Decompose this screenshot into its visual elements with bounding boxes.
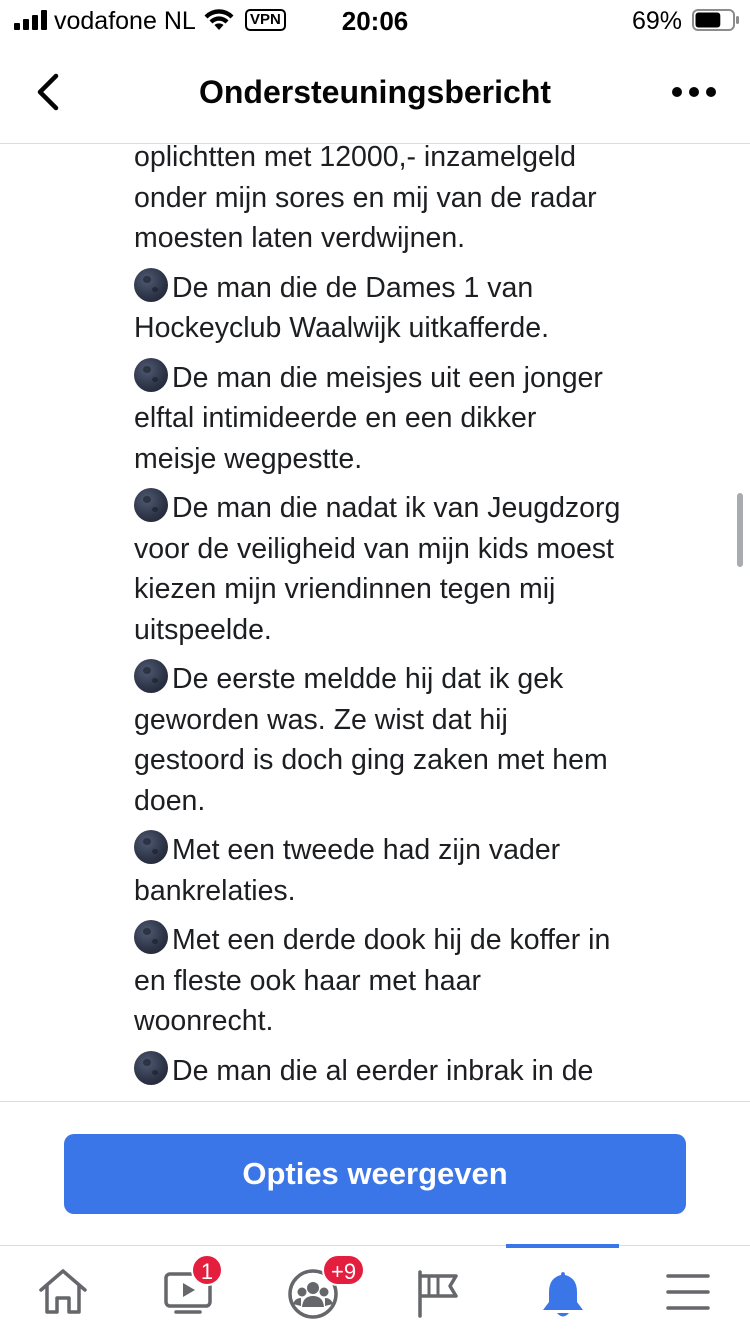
watch-badge: 1 xyxy=(191,1254,223,1286)
status-bar xyxy=(0,0,750,44)
post-paragraph xyxy=(134,268,674,349)
menu-icon xyxy=(662,1268,714,1316)
post-line-text: De man die meisjes uit een jonger xyxy=(172,361,603,394)
post-line xyxy=(134,439,674,480)
post-line xyxy=(134,871,674,912)
post-line-text: gestoord is doch ging zaken met hem xyxy=(134,744,608,776)
post-line xyxy=(134,659,674,700)
post-line-text: doen. xyxy=(134,784,206,817)
post-line-text: Met een derde dook hij de koffer in xyxy=(172,924,611,956)
post-line-text: kiezen mijn vriendinnen tegen mij xyxy=(134,573,556,605)
show-options-button[interactable]: Opties weergeven xyxy=(64,1134,686,1214)
post-line xyxy=(134,178,674,219)
post-line-text: moesten laten verdwijnen. xyxy=(134,222,466,254)
post-line-text: Hockeyclub Waalwijk uitkafferde. xyxy=(134,312,550,344)
tab-groups[interactable] xyxy=(250,1246,375,1334)
post-paragraph xyxy=(134,358,674,480)
post-content xyxy=(0,145,750,1100)
post-text xyxy=(134,145,674,1100)
post-line xyxy=(134,961,674,1002)
tab-watch[interactable] xyxy=(125,1246,250,1334)
new-moon-emoji-icon xyxy=(134,488,168,522)
post-line-text: De man die nadat ik van Jeugdzorg xyxy=(172,492,621,524)
post-line xyxy=(134,610,674,651)
tab-menu[interactable] xyxy=(625,1246,750,1334)
battery-fill xyxy=(696,13,721,28)
new-moon-emoji-icon xyxy=(134,358,168,392)
tab-bar xyxy=(0,1245,750,1334)
post-line xyxy=(134,1001,674,1042)
navigation-header xyxy=(0,44,750,144)
post-line xyxy=(134,740,674,781)
post-line xyxy=(134,308,674,349)
post-line-text: De eerste meldde hij dat ik gek xyxy=(172,663,564,695)
post-line xyxy=(134,569,674,610)
home-icon xyxy=(37,1268,89,1316)
post-line xyxy=(134,700,674,741)
new-moon-emoji-icon xyxy=(134,659,168,693)
post-line-text: voor de veiligheid van mijn kids moest xyxy=(134,532,614,565)
post-line xyxy=(134,920,674,961)
more-options-button[interactable] xyxy=(664,74,724,110)
vpn-badge: VPN xyxy=(245,9,286,31)
post-line xyxy=(134,529,674,570)
divider xyxy=(0,1101,750,1102)
post-paragraph xyxy=(134,488,674,650)
new-moon-emoji-icon xyxy=(134,830,168,864)
scrollbar[interactable] xyxy=(737,493,743,567)
new-moon-emoji-icon xyxy=(134,268,168,302)
battery-icon xyxy=(692,9,740,31)
post-line xyxy=(134,358,674,399)
post-paragraph xyxy=(134,145,674,259)
post-line-text: Met een tweede had zijn vader xyxy=(172,834,561,866)
post-line-text: woonrecht. xyxy=(134,1005,274,1037)
new-moon-emoji-icon xyxy=(134,1051,168,1085)
post-line xyxy=(134,145,674,178)
post-line xyxy=(134,398,674,439)
wifi-icon xyxy=(204,9,234,31)
post-line xyxy=(134,830,674,871)
post-line-text: elftal intimideerde en een dikker xyxy=(134,402,537,434)
post-line xyxy=(134,268,674,309)
post-line-text: oplichtten met 12000,- inzamelgeld xyxy=(134,145,577,173)
post-line-text: De man die de Dames 1 van xyxy=(172,271,534,304)
post-line-text: en fleste ook haar met haar xyxy=(134,964,481,997)
status-time: 20:06 xyxy=(341,6,409,36)
post-line-text: uitspeelde. xyxy=(134,613,272,646)
tab-home[interactable] xyxy=(0,1246,125,1334)
post-line xyxy=(134,218,674,259)
post-line-text: onder mijn sores en mij van de radar xyxy=(134,181,597,214)
groups-badge: +9 xyxy=(322,1254,365,1286)
page-title: Ondersteuningsbericht xyxy=(198,74,552,110)
bell-icon xyxy=(537,1268,589,1320)
post-paragraph xyxy=(134,920,674,1042)
post-line-text: meisje wegpestte. xyxy=(134,442,363,475)
new-moon-emoji-icon xyxy=(134,920,168,954)
cellular-signal-icon xyxy=(14,10,48,30)
post-paragraph xyxy=(134,1051,674,1092)
post-line-text: De man die al eerder inbrak in de xyxy=(172,1054,594,1087)
post-line xyxy=(134,488,674,529)
battery-percentage: 69% xyxy=(632,7,683,35)
post-paragraph xyxy=(134,659,674,821)
tab-pages[interactable] xyxy=(375,1246,500,1334)
post-line-text: geworden was. Ze wist dat hij xyxy=(134,703,508,736)
post-paragraph xyxy=(134,830,674,911)
tab-notifications[interactable] xyxy=(500,1246,625,1334)
post-line xyxy=(134,781,674,822)
post-line xyxy=(134,1051,674,1092)
carrier-name: vodafone NL xyxy=(54,7,196,35)
flag-icon xyxy=(412,1268,464,1318)
post-line-text: bankrelaties. xyxy=(134,874,296,907)
